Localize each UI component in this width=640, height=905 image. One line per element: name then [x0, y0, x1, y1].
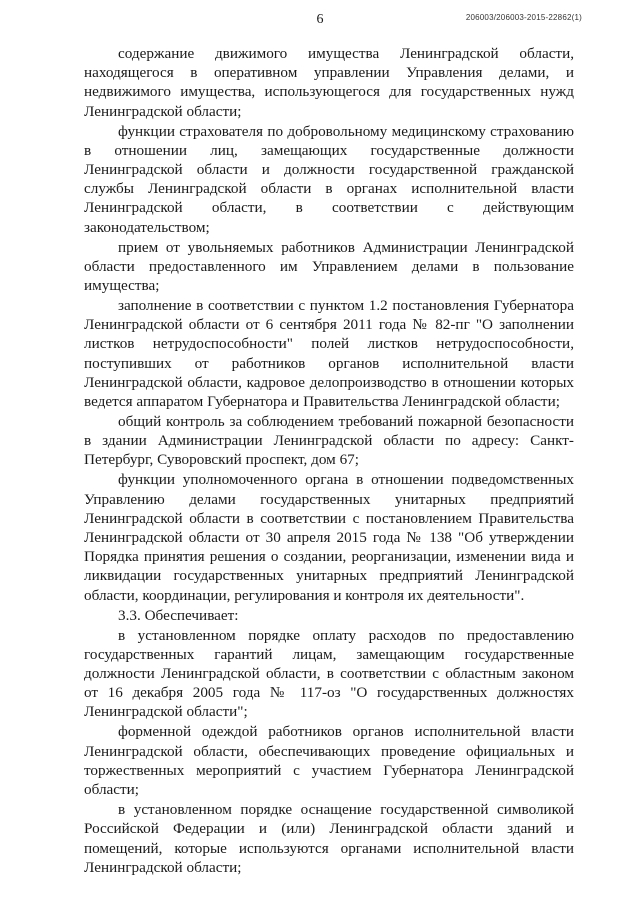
page-number: 6 — [316, 12, 324, 27]
paragraph-state-symbols: в установленном порядке оснащение государственной символикой Российской Федерации и (или) Ленинградской области зданий и помещений, которые используются органами исполнительной власти Ленинградской области; — [84, 801, 574, 876]
document-body — [84, 44, 574, 878]
paragraph-state-guarantees: в установленном порядке оплату расходов по предоставлению государственных гарантий лицам, замещающим государственные должности Ленинградской области, в соответствии с областным законом от 16 декабря 2005 года № 117-оз "О государственных должностях Ленинградской области"; — [84, 626, 574, 721]
paragraph-uniforms: форменной одеждой работников органов исполнительной власти Ленинградской области, обеспечивающих проведение официальных и торжественных мероприятий с участием Губернатора Ленинградской области; — [84, 723, 574, 799]
paragraph-fire-safety: общий контроль за соблюдением требований пожарной безопасности в здании Администрации Ленинградской области по адресу: Санкт-Петербург, Суворовский проспект, дом 67; — [84, 413, 574, 469]
paragraph-insurance-functions: функции страхователя по добровольному медицинскому страхованию в отношении лиц, замещающих государственные должности Ленинградской области и должности государственной гражданской службы Ленинградской области в органах исполнительной власти Ленинградской области, в соответствии с действующим законодательством; — [84, 122, 574, 236]
paragraph-sick-leave-forms: заполнение в соответствии с пунктом 1.2 постановления Губернатора Ленинградской области от 6 сентября 2011 года № 82-пг "О заполнении листков нетрудоспособности" полей листков нетрудоспособности, поступивших от работников органов исполнительной власти Ленинградской области, кадровое делопроизводство в отношении которых ведется аппаратом Губернатора и Правительства Ленинградской области; — [84, 297, 574, 411]
document-id: 206003/206003-2015-22862(1) — [465, 13, 582, 22]
paragraph-property-maintenance: содержание движимого имущества Ленинградской области, находящегося в оперативном управлении Управления делами, и недвижимого имущества, использующегося для государственных нужд Ленинградской области; — [84, 45, 574, 120]
paragraph-property-return: прием от увольняемых работников Администрации Ленинградской области предоставленного им Управлением делами в пользование имущества; — [84, 238, 574, 295]
section-heading-3-3: 3.3. Обеспечивает: — [118, 606, 239, 624]
paragraph-unitary-enterprises: функции уполномоченного органа в отношении подведомственных Управлению делами государственных унитарных предприятий Ленинградской области в соответствии с постановлением Правительства Ленинградской области от 30 апреля 2015 года № 138 "Об утверждении Порядка принятия решения о создании, реорганизации, изменении вида и ликвидации государственных унитарных предприятий Ленинградской области, координации, регулирования и контроля их деятельности". — [84, 471, 574, 604]
